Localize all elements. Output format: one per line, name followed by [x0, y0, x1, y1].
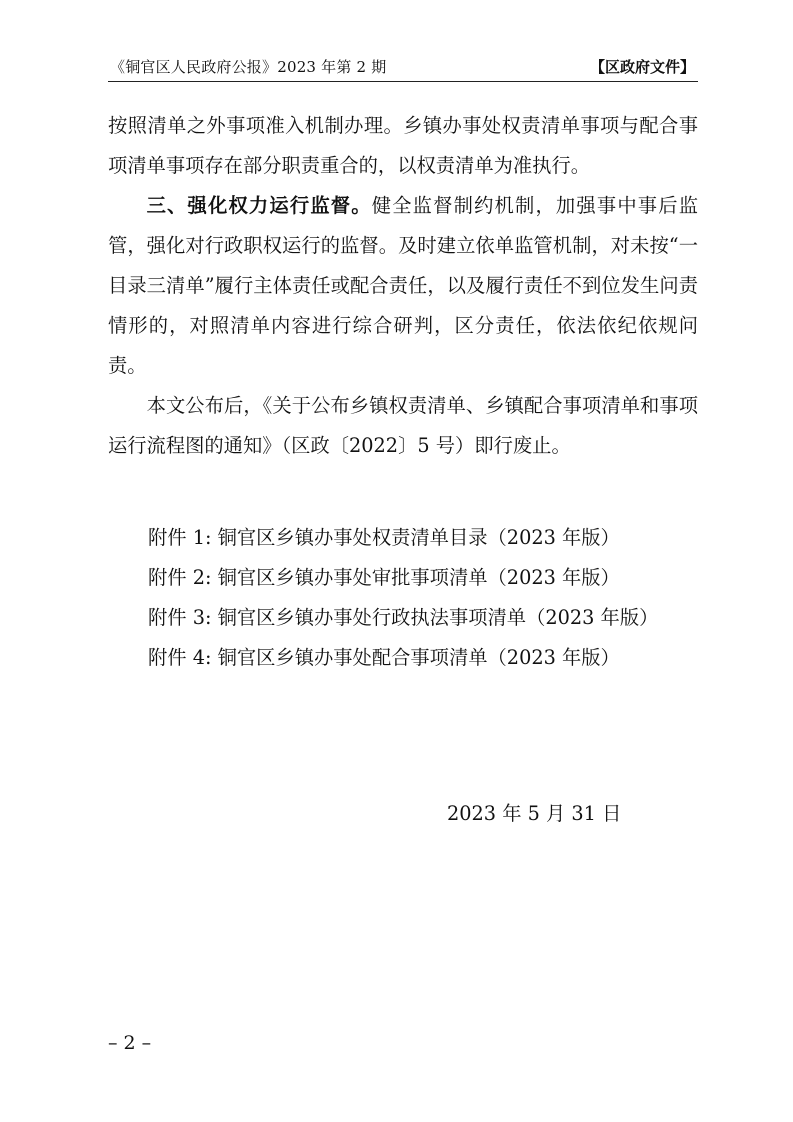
paragraph-repeal: 本文公布后，《关于公布乡镇权责清单、乡镇配合事项清单和事项运行流程图的通知》（区政〔2022〕5 号）即行废止。	[108, 394, 698, 457]
body-text	[108, 106, 698, 466]
attachment-item: 附件 2: 铜官区乡镇办事处审批事项清单（2023 年版）	[148, 566, 620, 589]
paragraph-text: 健全监督制约机制，加强事中事后监管，强化对行政职权运行的监督。及时建立依单监管机制，对未按“一目录三清单”履行主体责任或配合责任，以及履行责任不到位发生问责情形的，对照清单内容进行综合研判，区分责任，依法依纪依规问责。	[108, 194, 699, 377]
attachment-item: 附件 1: 铜官区乡镇办事处权责清单目录（2023 年版）	[148, 526, 620, 549]
paragraph-continuation: 按照清单之外事项准入机制办理。乡镇办事处权责清单事项与配合事项清单事项存在部分职责重合的，以权责清单为准执行。	[108, 114, 698, 177]
attachment-item: 附件 3: 铜官区乡镇办事处行政执法事项清单（2023 年版）	[148, 606, 659, 629]
header-divider	[108, 81, 698, 82]
page-number: – 2 –	[108, 1032, 152, 1054]
paragraph-supervision	[108, 186, 698, 386]
attachment-list	[148, 518, 708, 678]
document-date: 2023 年 5 月 31 日	[447, 802, 622, 825]
header-publication: 《铜官区人民政府公报》2023 年第 2 期	[110, 58, 387, 76]
attachment-item: 附件 4: 铜官区乡镇办事处配合事项清单（2023 年版）	[148, 646, 620, 669]
header-section: 【区政府文件】	[589, 58, 695, 76]
paragraph-heading: 三、强化权力运行监督。	[146, 194, 372, 217]
